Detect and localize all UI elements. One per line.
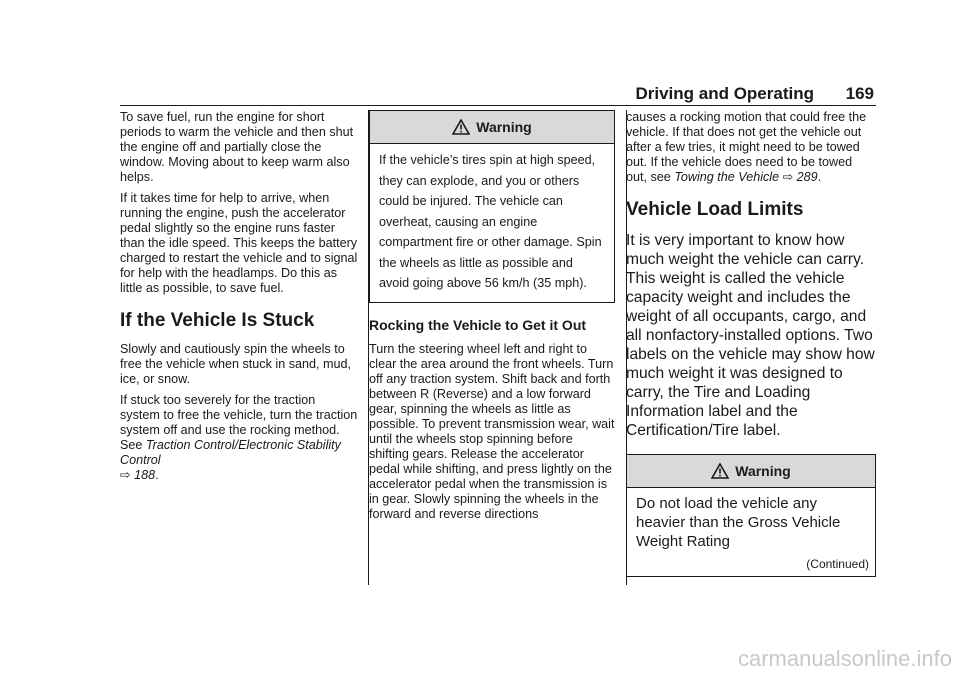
- page-ref-icon: ⇨: [782, 170, 794, 184]
- page-ref: 188: [134, 468, 156, 482]
- paragraph-text: If stuck too severely for the traction system to free the vehicle, turn the traction system off and use the rocking method. See: [120, 393, 358, 452]
- warning-body: Do not load the vehicle any heavier than the Gross Vehicle Weight Rating: [636, 495, 841, 550]
- page-ref-icon: ⇨: [120, 468, 131, 482]
- column-right: [626, 110, 876, 577]
- paragraph-help-arrive: If it takes time for help to arrive, when running the engine, push the accelerator pedal slightly so the engine runs faster than the idle speed. This keeps the battery charged to restart the vehicle and to signal for help with the headlamps. Do this as little as possible, to save fuel.: [120, 191, 358, 295]
- warning-header: [370, 111, 614, 144]
- warning-title: Warning: [476, 118, 532, 135]
- warning-title: Warning: [735, 462, 791, 479]
- page-ref: 289: [796, 170, 818, 184]
- heading-rocking-vehicle: Rocking the Vehicle to Get it Out: [369, 316, 587, 333]
- towing-vehicle-link[interactable]: [674, 170, 817, 184]
- warning-box-gvwr: [626, 454, 876, 577]
- period: .: [155, 468, 159, 482]
- paragraph-text: causes a rocking motion that could free the vehicle. If that does not get the vehicle out after a few tries, it might need to be towed out. If the vehicle does need to be towed out, see: [626, 110, 867, 184]
- paragraph-stuck-severely: [120, 393, 358, 483]
- paragraph-rocking-motion: [626, 110, 876, 185]
- heading-vehicle-stuck: If the Vehicle Is Stuck: [120, 310, 315, 331]
- warning-triangle-icon: [452, 119, 470, 135]
- watermark: carmanualsonline.info: [737, 646, 952, 671]
- column-left: [120, 110, 358, 489]
- paragraph-rocking-steps: Turn the steering wheel left and right to clear the area around the front wheels. Turn off any traction system. Shift back and forth between R (Reverse) and a low forward gear, spinning the wheels as little as possible. To prevent transmission wear, wait until the wheels stop spinning before shifting gears. Release the accelerator pedal while shifting, and press lightly on the accelerator pedal when the transmission is in gear. Slowly spinning the wheels in the forward and reverse directions: [369, 341, 615, 521]
- page-number: 169: [845, 84, 874, 103]
- paragraph-save-fuel: To save fuel, run the engine for short periods to warm the vehicle and then shut the engine off and partially close the window. Moving about to keep warm also helps.: [120, 110, 354, 184]
- warning-header: [627, 455, 875, 488]
- period: .: [817, 170, 822, 184]
- heading-vehicle-load-limits: Vehicle Load Limits: [626, 199, 804, 220]
- traction-control-link[interactable]: [120, 438, 341, 482]
- warning-box-tire-spin: [369, 110, 615, 303]
- link-title: Traction Control/Electronic Stability Control: [120, 438, 341, 467]
- paragraph-load-weight: It is very important to know how much weight the vehicle can carry. This weight is called the vehicle capacity weight and includes the weight of all occupants, cargo, and all nonfactory-installed options. Two labels on the vehicle may show how much weight it was designed to carry, the Tire and Loading Information label and the Certification/Tire label.: [626, 232, 875, 439]
- warning-body: If the vehicle’s tires spin at high speed, they can explode, and you or others could be injured. The vehicle can overheat, causing an engine compartment fire or other damage. Spin the wheels as little as possible and avoid going above 56 km/h (35 mph).: [379, 153, 602, 290]
- section-title: Driving and Operating: [635, 84, 814, 103]
- paragraph-spin-wheels: Slowly and cautiously spin the wheels to free the vehicle when stuck in sand, mud, ice, or snow.: [120, 342, 352, 386]
- link-title: Towing the Vehicle: [674, 170, 780, 184]
- continued-label: (Continued): [806, 557, 869, 571]
- warning-triangle-icon: [711, 463, 729, 479]
- column-middle: [369, 110, 615, 528]
- page-header: [120, 83, 876, 106]
